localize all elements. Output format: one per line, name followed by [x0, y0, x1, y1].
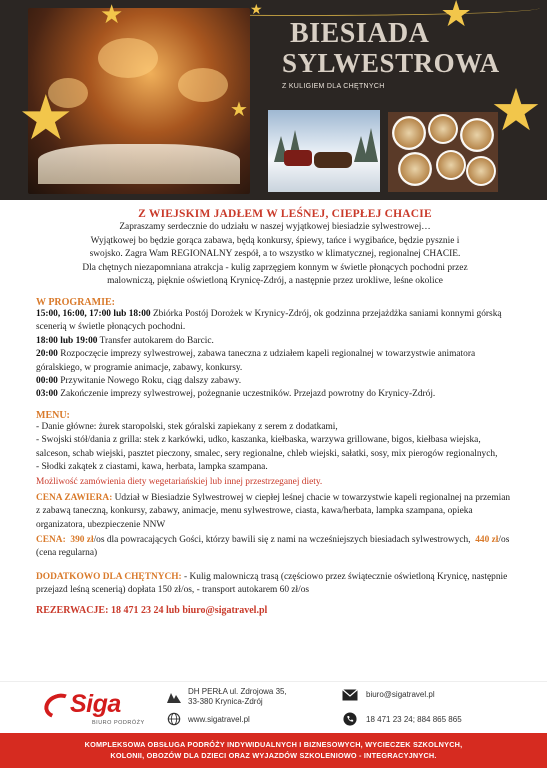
title-line-1: BIESIADA [290, 18, 430, 49]
address-line: 33-380 Krynica-Zdrój [188, 697, 263, 706]
returning-price: 390 zł [70, 535, 94, 546]
siga-logo[interactable] [44, 690, 156, 730]
bottom-bar-text [0, 739, 547, 761]
program-time: 03:00 [36, 389, 58, 400]
includes-text: Udział w Biesiadzie Sylwestrowej w ciepłej leśnej chacie w towarzystwie kapeli regionalnej na przemian z zabawą taneczną, konkursy, zabawy, animacje, menu sylwestrowe, ciasta, kawa/herbata, lampka szampana, opieka organizatora, ubezpieczenie NNW [36, 492, 511, 530]
bottom-bar [0, 733, 547, 768]
program-item [36, 335, 514, 348]
address [188, 687, 287, 707]
diet-note: Możliwość zamówienia diety wegetariańskiej lub innej przestrzeganej diety. [36, 477, 323, 488]
intro-paragraph [36, 221, 514, 289]
menu-title: MENU: [36, 409, 70, 421]
intro-line: Wyjątkowej bo będzie gorąca zabawa, będą konkursy, śpiewy, tańce i wygibańce, będzie pysznie i [90, 235, 460, 246]
extra-text: - Kulig malowniczą trasą (częściowo przez świątecznie oświetloną Krynicę, następnie przejazd leśną scenerią) dopłata 150 zł/os, - transport autokarem 60 zł/os [36, 571, 508, 596]
returning-text: /os dla powracających Gości, którzy bawili się z nami na wcześniejszych biesiadach sylwestrowych, [93, 535, 471, 546]
subtitle: Z KULIGIEM DLA CHĘTNYCH [282, 83, 385, 90]
program-text: Zakończenie imprezy sylwestrowej, pożegnanie uczestników. Przejazd powrotny do Krynicy-Zdrój. [57, 389, 436, 400]
phone-icon [342, 712, 358, 726]
intro-line: Zapraszamy serdecznie do udziału w naszej wyjątkowej biesiadzie sylwestrowej… [119, 222, 431, 232]
program-time: 00:00 [36, 376, 58, 386]
program-text: Transfer autokarem do Barcic. [97, 335, 214, 346]
program-time: 15:00, 16:00, 17:00 lub 18:00 [36, 308, 151, 319]
food-photo [388, 112, 498, 192]
logo-subtitle: BIURO PODRÓŻY [92, 720, 145, 726]
regular-text: /os (cena regularna) [36, 535, 510, 559]
reservation-contact[interactable]: 18 471 23 24 lub biuro@sigatravel.pl [108, 604, 268, 616]
building-icon [166, 690, 182, 704]
star-icon: ★ [250, 3, 263, 18]
program-item [36, 308, 514, 335]
program-item [36, 348, 514, 375]
header-banner [0, 0, 547, 200]
globe-icon [166, 712, 182, 726]
envelope-icon [342, 688, 358, 702]
address-line: DH PERŁA ul. Zdrojowa 35, [188, 687, 287, 696]
reservation [36, 605, 514, 616]
price-label: CENA: [36, 535, 66, 546]
star-icon: ★ [440, 0, 473, 34]
star-icon: ★ [18, 85, 74, 153]
title-line-2: SYLWESTROWA [282, 48, 500, 78]
extra-block [36, 571, 514, 598]
program-text: Zbiórka Postój Dorożek w Krynicy-Zdrój, ok godzinna przejażdżka saniami konnymi górską scenerią w świetle płonących pochodni. [36, 308, 502, 333]
footer [0, 681, 547, 733]
bottom-bar-line: KOMPLEKSOWA OBSŁUGA PODRÓŻY INDYWIDUALNYCH I BIZNESOWYCH, WYCIECZEK SZKOLNYCH, [84, 740, 463, 749]
menu-item: - Słodki zakątek z ciastami, kawa, herbata, lampka szampana. [36, 462, 268, 473]
phone-numbers[interactable]: 18 471 23 24; 884 865 865 [366, 715, 462, 724]
logo-text: Siga [70, 690, 121, 718]
reservation-label: REZERWACJE: [36, 604, 109, 616]
bottom-bar-line: KOLONII, OBOZÓW DLA DZIECI ORAZ WYJAZDÓW SZKOLENIOWO - INTEGRACYJNYCH. [110, 751, 437, 760]
program-item [36, 375, 514, 388]
email-link[interactable]: biuro@sigatravel.pl [366, 690, 435, 699]
star-icon: ★ [490, 78, 542, 143]
menu-item: - Swojski stół/dania z grilla: stek z karkówki, udko, kaszanka, kiełbaska, warzywa grillowane, bigos, kiełbasa wiejska, salceson, schab wiejski, pasztet pieczony, smalec, sery regionalne, chleb wiejski, sałatki, sosy, mix pierogów regionalnych, [36, 435, 498, 459]
sleigh-ride-photo [268, 110, 380, 192]
extra-label: DODATKOWO DLA CHĘTNYCH: [36, 571, 182, 582]
regular-price: 440 zł [475, 535, 499, 546]
price-block [36, 534, 514, 561]
includes-label: CENA ZAWIERA: [36, 492, 113, 503]
headline: Z WIEJSKIM JADŁEM W LEŚNEJ, CIEPŁEJ CHACIE [138, 208, 432, 220]
main-content [36, 208, 514, 616]
program-text: Rozpoczęcie imprezy sylwestrowej, zabawa taneczna z udziałem kapeli regionalnej w towarzystwie animatora góralskiego, w programie animacje, zabawy, konkursy. [36, 349, 476, 373]
program-title: W PROGRAMIE: [36, 296, 115, 308]
intro-line: swojsko. Zagra Wam REGIONALNY zespół, a to wszystko w klimatycznej, regionalnej CHACIE. [89, 249, 461, 260]
program-item [36, 388, 514, 401]
intro-line: Dla chętnych niezapomniana atrakcja - kulig zaprzęgiem konnym w świetle płonących pochodni przez [82, 262, 468, 273]
menu-item: - Danie główne: żurek staropolski, stek góralski zapiekany z serem z dodatkami, [36, 421, 338, 432]
program-text: Przywitanie Nowego Roku, ciąg dalszy zabawy. [57, 376, 242, 386]
website-link[interactable]: www.sigatravel.pl [188, 715, 250, 724]
program-time: 18:00 lub 19:00 [36, 335, 98, 346]
intro-line: malowniczą, pięknie oświetloną Krynicę-Zdrój, a następnie przez urokliwe, leśne okolice [107, 276, 443, 287]
includes-block [36, 492, 514, 532]
star-icon: ★ [100, 0, 124, 29]
star-icon: ★ [230, 99, 248, 121]
program-time: 20:00 [36, 349, 58, 360]
